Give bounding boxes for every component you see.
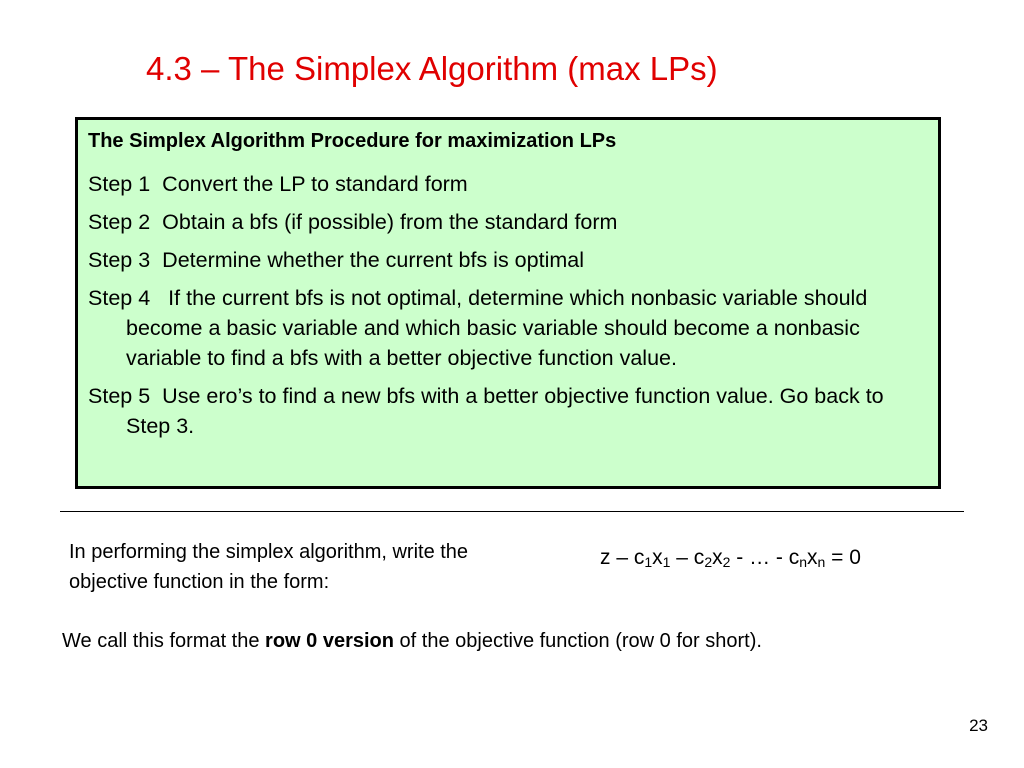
step-text: Convert the LP to standard form xyxy=(162,172,468,196)
formula-subscript: 1 xyxy=(662,554,671,570)
step-label: Step 3 xyxy=(88,248,151,272)
formula-part: = 0 xyxy=(825,546,861,569)
formula-subscript: 2 xyxy=(704,554,713,570)
formula-part: x xyxy=(807,546,818,569)
formula-part: x xyxy=(652,546,663,569)
formula-part: – c xyxy=(670,546,705,569)
formula-subscript: n xyxy=(799,554,808,570)
step-label: Step 2 xyxy=(88,210,151,234)
objective-form-paragraph: In performing the simplex algorithm, write the objective function in the form: xyxy=(69,541,469,593)
paragraph-text: We call this format the xyxy=(62,630,266,652)
step-text: Obtain a bfs (if possible) from the standard form xyxy=(162,210,618,234)
step-item xyxy=(88,169,928,199)
formula-part: – c xyxy=(610,546,645,569)
procedure-box xyxy=(75,117,941,489)
paragraph-text: of the objective function (row 0 for short). xyxy=(393,630,762,652)
step-text: If the current bfs is not optimal, determine which nonbasic variable should become a basic variable and which basic variable should become a nonbasic variable to find a bfs with a better objective function value. xyxy=(126,286,868,370)
formula-subscript: 1 xyxy=(644,554,653,570)
step-label: Step 4 xyxy=(88,286,151,310)
steps-list xyxy=(88,169,928,441)
page-number: 23 xyxy=(969,716,988,735)
horizontal-divider xyxy=(60,511,964,512)
step-text: Determine whether the current bfs is optimal xyxy=(162,248,584,272)
slide-title: 4.3 – The Simplex Algorithm (max LPs) xyxy=(146,50,718,87)
row0-term: row 0 version xyxy=(265,630,394,652)
row0-formula xyxy=(600,546,861,570)
formula-z: z xyxy=(600,546,611,569)
formula-part: x xyxy=(712,546,723,569)
procedure-heading: The Simplex Algorithm Procedure for maximization LPs xyxy=(88,130,617,152)
row0-definition-paragraph xyxy=(62,630,762,653)
step-item xyxy=(88,207,928,237)
step-item xyxy=(88,283,928,373)
formula-part: - … - c xyxy=(730,546,800,569)
step-label: Step 1 xyxy=(88,172,151,196)
formula-subscript: 2 xyxy=(722,554,731,570)
step-label: Step 5 xyxy=(88,384,151,408)
step-text: Use ero’s to find a new bfs with a better objective function value. Go back to Step 3. xyxy=(126,384,884,438)
step-item xyxy=(88,381,928,441)
formula-subscript: n xyxy=(817,554,826,570)
step-item xyxy=(88,245,928,275)
